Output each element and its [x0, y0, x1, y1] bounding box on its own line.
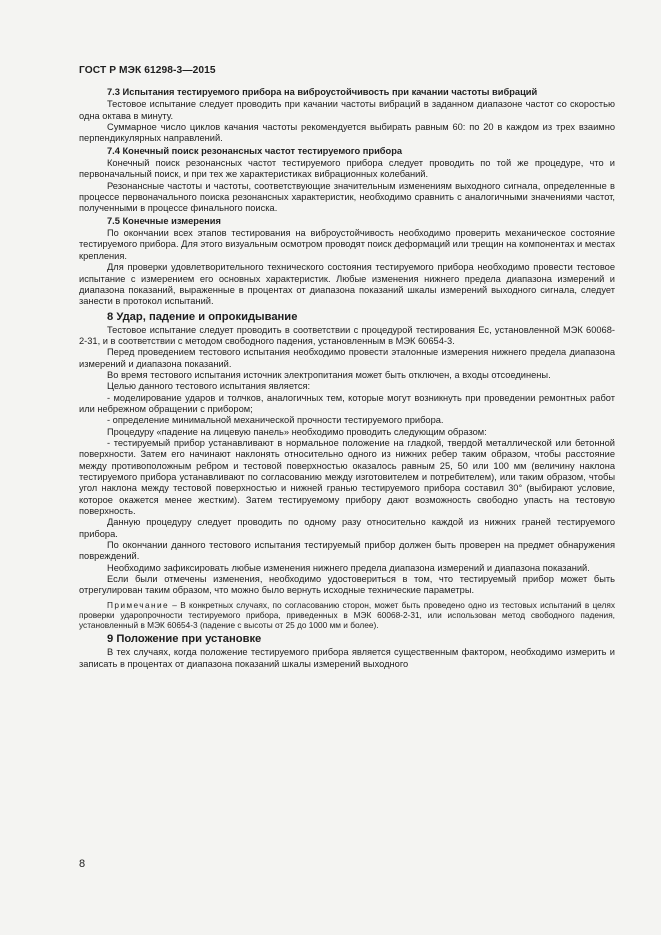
document-body	[79, 86, 615, 670]
document-header: ГОСТ Р МЭК 61298-3—2015	[79, 65, 216, 76]
body-paragraph: - определение минимальной механической прочности тестируемого прибора.	[107, 415, 444, 426]
body-paragraph: Тестовое испытание следует проводить в соответствии с процедурой тестирования Ec, установленной МЭК 60068-2-31, и в соответствии с методом свободного падения, установленным в МЭК 60654-3.	[79, 324, 615, 346]
body-paragraph: Перед проведением тестового испытания необходимо провести эталонные измерения нижнего предела диапазона измерений и диапазона показаний.	[79, 347, 615, 369]
page-number: 8	[79, 858, 86, 870]
body-paragraph: Если были отмечены изменения, необходимо удостовериться в том, что тестируемый прибор может быть отрегулирован таким образом, что можно было вернуть исходные технические параметры.	[79, 574, 615, 596]
body-paragraph: Данную процедуру следует проводить по одному разу относительно каждой из нижних граней тестируемого прибора.	[79, 517, 615, 539]
note-text: – В конкретных случаях, по согласованию сторон, может быть проведено одно из тестовых испытаний в целях проверки ударопрочности тестируемого прибора, приведенных в МЭК 60068-2-31, или использован метод свободного падения, установленный в МЭК 60654-3 (падение с высоты от 25 до 1000 мм и более).	[79, 599, 615, 631]
body-paragraph: Процедуру «падение на лицевую панель» необходимо проводить следующим образом:	[107, 426, 487, 437]
body-paragraph: В тех случаях, когда положение тестируемого прибора является существенным фактором, необходимо измерить и записать в процентах от диапазона показаний шкалы измерений выходного	[79, 647, 615, 669]
section-heading: 9 Положение при установке	[107, 633, 262, 646]
subsection-heading: 7.5 Конечные измерения	[107, 215, 221, 226]
body-paragraph: Для проверки удовлетворительного технического состояния тестируемого прибора необходимо провести тестовое испытание с измерением его основных характеристик. Любые изменения нижнего предела диапазона измерений и диапазона показаний, выраженные в процентах от диапазона показаний шкалы измерений выходного сигнала, следует занести в протокол испытаний.	[79, 262, 615, 307]
body-paragraph: - моделирование ударов и толчков, аналогичных тем, которые могут возникнуть при проведении ремонтных работ или небрежном обращении с прибором;	[79, 392, 615, 414]
note-label: Примечание	[107, 599, 170, 610]
body-paragraph: Конечный поиск резонансных частот тестируемого прибора следует проводить по той же процедуре, что и первоначальный поиск, и при тех же характеристиках вибрационных колебаний.	[79, 158, 615, 180]
body-paragraph: Тестовое испытание следует проводить при качании частоты вибраций в заданном диапазоне частот со скоростью одна октава в минуту.	[79, 99, 615, 121]
body-paragraph: Суммарное число циклов качания частоты рекомендуется выбирать равным 60: по 20 в каждом из трех взаимно перпендикулярных направлений.	[79, 122, 615, 144]
body-paragraph: По окончании всех этапов тестирования на виброустойчивость необходимо проверить механическое состояние тестируемого прибора. Для этого визуальным осмотром проводят поиск деформаций или трещин на компонентах и местах крепления.	[79, 228, 616, 261]
subsection-heading: 7.3 Испытания тестируемого прибора на виброустойчивость при качании частоты вибраций	[107, 87, 538, 97]
body-paragraph: Резонансные частоты и частоты, соответствующие значительным изменениям выходного сигнала, определенные в процессе первоначального поиска резонансных характеристик, необходимо сравнить с аналогичными значениями частот, полученными в процессе финального поиска.	[79, 180, 615, 214]
body-paragraph: Во время тестового испытания источник электропитания может быть отключен, а входы отсоединены.	[107, 369, 551, 380]
body-paragraph: По окончании данного тестового испытания тестируемый прибор должен быть проверен на предмет обнаружения повреждений.	[79, 540, 615, 562]
note-paragraph	[79, 600, 615, 631]
body-paragraph: - тестируемый прибор устанавливают в нормальное положение на гладкой, твердой металлической или бетонной поверхности. Затем его начинают наклонять относительно одного из нижних ребер таким образом, чтобы расстояние между противоположным ребром и тестовой поверхностью оказалось равным 25, 50 или 100 мм (величину наклона тестируемого прибора устанавливают по согласованию между изготовителем и потребителем), или таким образом, чтобы угол наклона между тестовой поверхностью и нижней гранью тестируемого прибора составил 30° (выбирают условие, которое окажется менее жестким). Затем тестируемому прибору дают возможность свободно упасть на тестовую поверхность.	[79, 437, 615, 517]
section-heading: 8 Удар, падение и опрокидывание	[107, 310, 298, 323]
body-paragraph: Необходимо зафиксировать любые изменения нижнего предела диапазона измерений и диапазона показаний.	[107, 562, 590, 573]
body-paragraph: Целью данного тестового испытания является:	[107, 381, 311, 392]
subsection-heading: 7.4 Конечный поиск резонансных частот тестируемого прибора	[107, 145, 403, 156]
